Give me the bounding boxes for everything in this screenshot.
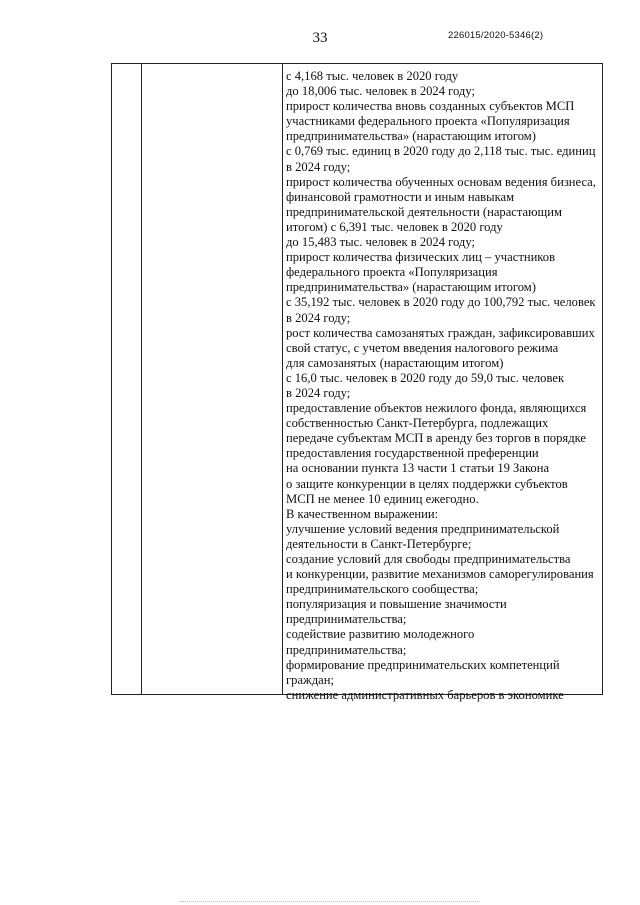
text-line: прирост количества физических лиц – участников xyxy=(286,250,556,265)
text-line: предпринимательского сообщества; xyxy=(286,582,479,597)
text-line: популяризация и повышение значимости xyxy=(286,597,507,612)
text-line: МСП не менее 10 единиц ежегодно. xyxy=(286,491,479,506)
text-line: о защите конкуренции в целях поддержки субъектов xyxy=(286,476,568,491)
text-line: с 0,769 тыс. единиц в 2020 году до 2,118 тыс. тыс. единиц xyxy=(286,144,596,159)
text-line: итогом) с 6,391 тыс. человек в 2020 году xyxy=(286,219,503,234)
page-number: 33 xyxy=(312,30,328,46)
text-line: федерального проекта «Популяризация xyxy=(286,265,498,280)
text-line: деятельности в Санкт-Петербурге; xyxy=(286,536,472,551)
text-line: рост количества самозанятых граждан, зафиксировавших xyxy=(286,325,595,340)
text-line: с 16,0 тыс. человек в 2020 году до 59,0 тыс. человек xyxy=(286,370,565,385)
text-line: предпринимательской деятельности (нарастающим xyxy=(286,204,562,219)
text-line: В качественном выражении: xyxy=(286,506,439,521)
text-line: для самозанятых (нарастающим итогом) xyxy=(286,355,504,370)
text-line: содействие развитию молодежного xyxy=(286,627,475,642)
table-column-number xyxy=(112,64,142,694)
text-line: предпринимательства; xyxy=(286,612,407,627)
text-line: предпринимательства» (нарастающим итогом) xyxy=(286,280,536,295)
text-line: прирост количества обученных основам ведения бизнеса, xyxy=(286,174,596,189)
text-line: до 15,483 тыс. человек в 2024 году; xyxy=(286,235,475,250)
text-line: и конкуренции, развитие механизмов саморегулирования xyxy=(286,567,594,582)
text-line: в 2024 году; xyxy=(286,159,351,174)
text-line: улучшение условий ведения предпринимательской xyxy=(286,521,560,536)
scan-artifact-divider xyxy=(180,901,480,902)
content-table xyxy=(111,63,603,702)
text-line: с 4,168 тыс. человек в 2020 году xyxy=(286,69,459,83)
text-line: до 18,006 тыс. человек в 2024 году; xyxy=(286,84,475,99)
text-line: передаче субъектам МСП в аренду без торгов в порядке xyxy=(286,431,586,446)
text-line: предпринимательства; xyxy=(286,642,407,657)
text-line: в 2024 году; xyxy=(286,310,351,325)
text-line: формирование предпринимательских компетенций xyxy=(286,657,560,672)
text-line: собственностью Санкт-Петербурга, подлежащих xyxy=(286,416,549,431)
text-line: граждан; xyxy=(286,672,334,687)
text-line: предпринимательства» (нарастающим итогом) xyxy=(286,129,536,144)
text-line: свой статус, с учетом введения налогового режима xyxy=(286,340,559,355)
text-line: предоставления государственной преференции xyxy=(286,446,539,461)
document-id: 226015/2020-5346(2) xyxy=(448,30,544,41)
text-line: в 2024 году; xyxy=(286,385,351,400)
text-line: снижение административных барьеров в экономике xyxy=(286,687,564,702)
text-line: финансовой грамотности и иным навыкам xyxy=(286,189,515,204)
text-line: с 35,192 тыс. человек в 2020 году до 100,792 тыс. человек xyxy=(286,295,596,310)
table-column-text xyxy=(286,69,598,703)
table-column-label xyxy=(141,64,283,694)
text-line: участниками федерального проекта «Популяризация xyxy=(286,114,570,129)
text-line: создание условий для свободы предпринимательства xyxy=(286,552,571,566)
text-line: предоставление объектов нежилого фонда, являющихся xyxy=(286,401,587,416)
text-line: на основании пункта 13 части 1 статьи 19 Закона xyxy=(286,461,550,476)
text-line: прирост количества вновь созданных субъектов МСП xyxy=(286,99,575,114)
